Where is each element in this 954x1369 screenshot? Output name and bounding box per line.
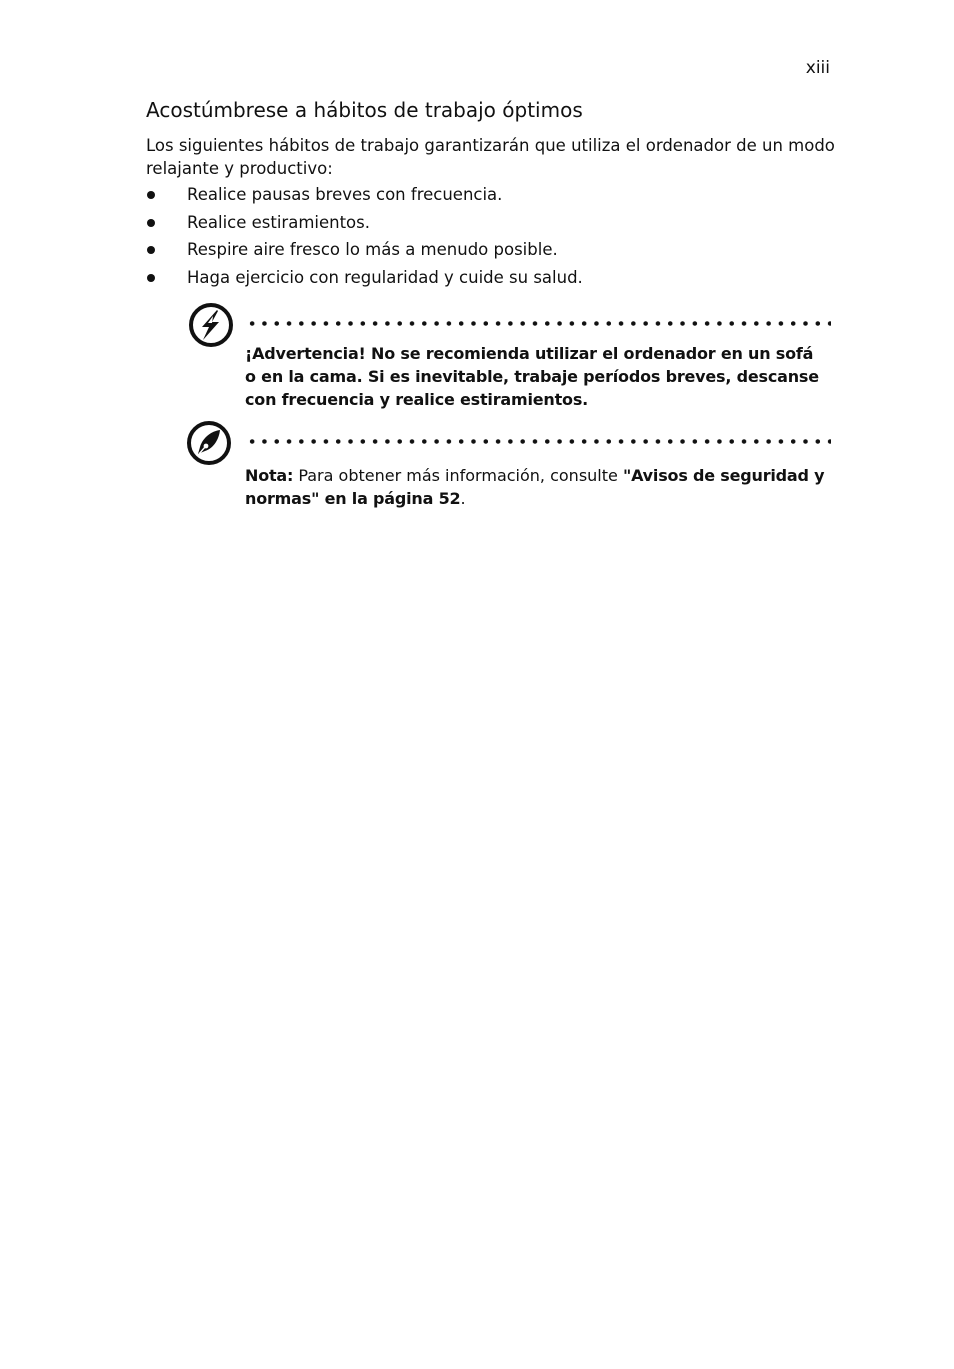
list-item xyxy=(146,211,583,239)
warning-text: ¡Advertencia! No se recomienda utilizar el ordenador en un sofá o en la cama. Si es inevitable, trabaje períodos breves, descanse con frecuencia y realice estiramientos. xyxy=(245,344,819,409)
bullet-icon xyxy=(147,246,155,254)
list-item-text: Haga ejercicio con regularidad y cuide su salud. xyxy=(187,268,583,288)
dotted-divider xyxy=(246,321,831,326)
list-item xyxy=(146,183,583,211)
bullet-icon xyxy=(147,191,155,199)
cross-reference-link[interactable]: "Avisos de seguridad y normas" en la página 52 xyxy=(245,466,825,508)
note-body: Para obtener más información, consulte xyxy=(293,466,623,485)
bullet-icon xyxy=(147,219,155,227)
note-end: . xyxy=(460,489,466,508)
list-item-text: Respire aire fresco lo más a menudo posible. xyxy=(187,240,558,260)
bullet-icon xyxy=(147,274,155,282)
list-item-text: Realice estiramientos. xyxy=(187,212,370,232)
lightning-warning-icon xyxy=(188,302,236,350)
habits-list xyxy=(146,183,583,294)
section-title: Acostúmbrese a hábitos de trabajo óptimos xyxy=(146,98,583,122)
list-item-text: Realice pausas breves con frecuencia. xyxy=(187,185,503,204)
warning-block xyxy=(186,300,831,415)
list-item xyxy=(146,266,583,294)
intro-paragraph: Los siguientes hábitos de trabajo garantizarán que utiliza el ordenador de un modo relajante y productivo: xyxy=(146,136,835,178)
note-label: Nota: xyxy=(245,466,294,485)
note-text xyxy=(245,464,825,510)
pen-nib-note-icon xyxy=(186,420,234,468)
note-block xyxy=(186,420,831,520)
dotted-divider xyxy=(246,439,831,444)
page-number: xiii xyxy=(805,58,830,78)
list-item xyxy=(146,238,583,266)
